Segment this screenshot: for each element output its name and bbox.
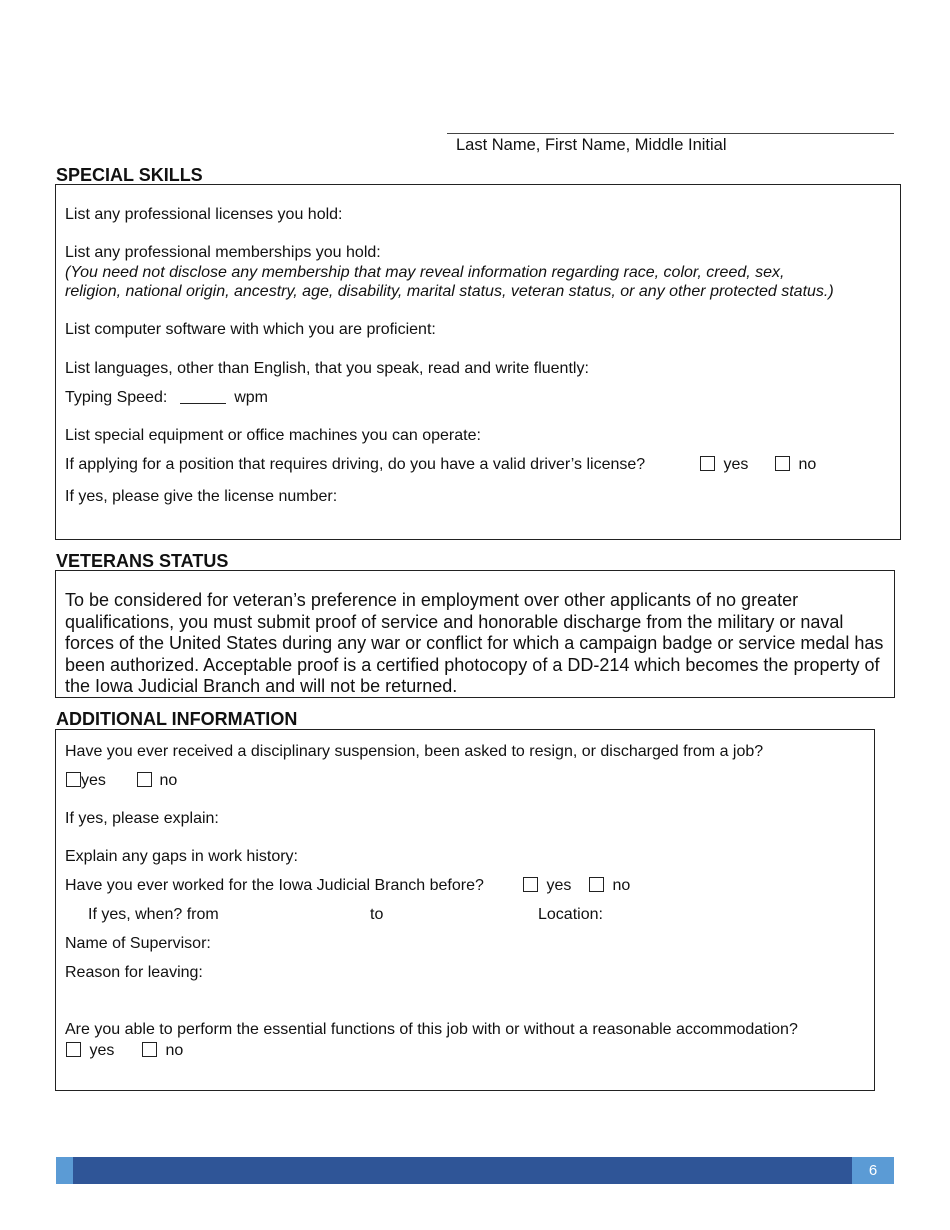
driving-yes-label: yes <box>723 456 749 473</box>
languages-prompt: List languages, other than English, that you speak, read and write fluently: <box>65 360 589 377</box>
driving-yes-checkbox[interactable] <box>700 456 715 471</box>
essential-yes-checkbox[interactable] <box>66 1042 81 1057</box>
typing-speed-label: Typing Speed: <box>65 389 168 406</box>
when-to-label: to <box>370 906 384 923</box>
driving-question: If applying for a position that requires driving, do you have a valid driver’s license? <box>65 456 646 473</box>
veterans-heading: VETERANS STATUS <box>56 551 229 571</box>
page-number: 6 <box>868 1162 878 1179</box>
name-label: Last Name, First Name, Middle Initial <box>456 136 727 154</box>
driving-no-option <box>775 455 816 475</box>
name-line <box>447 133 894 134</box>
explain-prompt: If yes, please explain: <box>65 810 219 827</box>
driving-yes-option <box>700 455 748 475</box>
veterans-text: To be considered for veteran’s preference in employment over other applicants of no greater qualifications, you must submit proof of service and honorable discharge from the military or naval forces of the United States during any war or conflict for which a campaign badge or service medal has been authorized. Acceptable proof is a certified photocopy of a DD-214 which becomes the property of the Iowa Judicial Branch and will not be returned. <box>65 590 884 696</box>
essential-no-option <box>142 1041 183 1061</box>
disciplinary-question: Have you ever received a disciplinary suspension, been asked to resign, or discharged from a job? <box>65 743 764 760</box>
memberships-prompt: List any professional memberships you hold: <box>65 244 381 261</box>
worked-no-option <box>589 876 630 896</box>
disciplinary-no-checkbox[interactable] <box>137 772 152 787</box>
when-from-label: If yes, when? from <box>88 906 219 923</box>
additional-heading: ADDITIONAL INFORMATION <box>56 709 298 729</box>
worked-yes-checkbox[interactable] <box>523 877 538 892</box>
typing-speed-unit: wpm <box>234 389 268 406</box>
worked-no-checkbox[interactable] <box>589 877 604 892</box>
typing-speed-field[interactable] <box>180 389 226 404</box>
driving-no-checkbox[interactable] <box>775 456 790 471</box>
disciplinary-yes-checkbox[interactable] <box>66 772 81 787</box>
disciplinary-no-option <box>137 771 177 791</box>
typing-speed-row <box>65 388 268 408</box>
worked-no-label: no <box>612 877 631 894</box>
gaps-prompt: Explain any gaps in work history: <box>65 848 298 865</box>
licenses-prompt: List any professional licenses you hold: <box>65 206 343 223</box>
essential-yes-label: yes <box>89 1042 115 1059</box>
memberships-note-line1: (You need not disclose any membership that may reveal information regarding race, color, creed, sex, <box>65 264 785 281</box>
essential-no-checkbox[interactable] <box>142 1042 157 1057</box>
memberships-note-line2: religion, national origin, ancestry, age, disability, marital status, veteran status, or any other protected status.) <box>65 283 834 300</box>
footer-bar <box>56 1157 894 1184</box>
essential-no-label: no <box>165 1042 184 1059</box>
supervisor-prompt: Name of Supervisor: <box>65 935 211 952</box>
special-skills-heading: SPECIAL SKILLS <box>56 165 203 185</box>
footer-left-accent <box>56 1157 73 1184</box>
license-number-prompt: If yes, please give the license number: <box>65 488 338 505</box>
worked-yes-label: yes <box>546 877 572 894</box>
worked-before-question: Have you ever worked for the Iowa Judicial Branch before? <box>65 877 484 894</box>
driving-no-label: no <box>798 456 817 473</box>
location-label: Location: <box>538 906 603 923</box>
equipment-prompt: List special equipment or office machines you can operate: <box>65 427 481 444</box>
software-prompt: List computer software with which you are proficient: <box>65 321 436 338</box>
reason-prompt: Reason for leaving: <box>65 964 203 981</box>
worked-yes-option <box>523 876 571 896</box>
disciplinary-yes-label: yes <box>81 772 106 789</box>
essential-question: Are you able to perform the essential functions of this job with or without a reasonable accommodation? <box>65 1021 798 1038</box>
essential-yes-option <box>66 1041 114 1061</box>
disciplinary-yes-option <box>66 771 106 791</box>
disciplinary-no-label: no <box>159 772 178 789</box>
